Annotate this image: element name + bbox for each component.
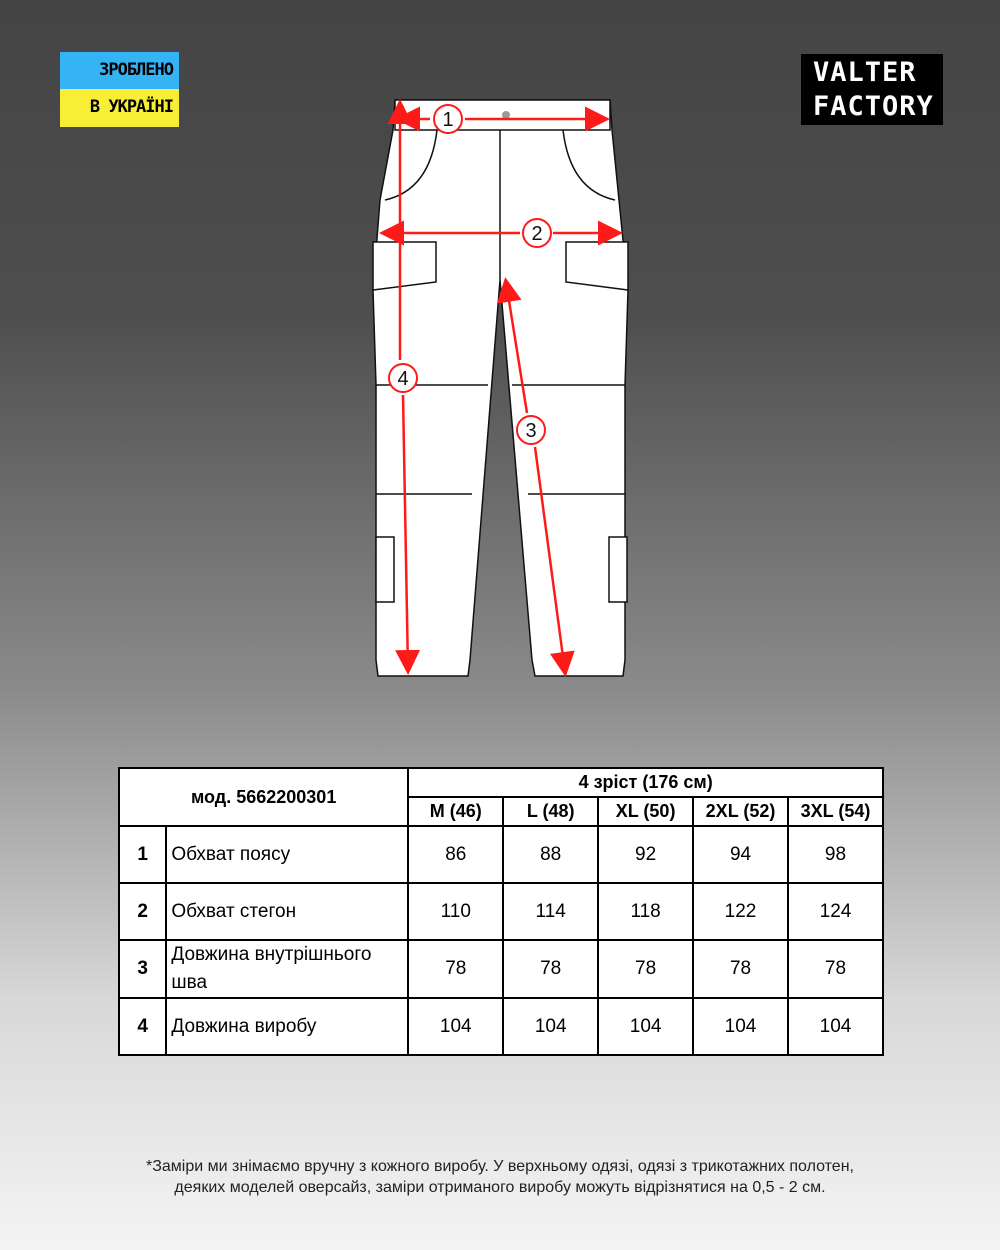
cell: 88	[503, 826, 598, 883]
cell: 78	[598, 940, 693, 998]
cell: 86	[408, 826, 503, 883]
row-label: Довжина внутрішнього шва	[166, 940, 408, 998]
cell: 78	[503, 940, 598, 998]
table-row	[119, 826, 883, 883]
cell: 98	[788, 826, 883, 883]
cell: 78	[408, 940, 503, 998]
marker-3: 3	[525, 420, 537, 442]
size-table	[118, 767, 884, 1056]
marker-2: 2	[531, 223, 543, 245]
row-number: 4	[119, 998, 166, 1055]
size-header: M (46)	[408, 797, 503, 826]
table-row	[119, 883, 883, 940]
size-header: 3XL (54)	[788, 797, 883, 826]
cell: 78	[788, 940, 883, 998]
cell: 104	[408, 998, 503, 1055]
model-number: мод. 5662200301	[119, 768, 408, 826]
measurement-note	[0, 1156, 1000, 1198]
row-label: Довжина виробу	[166, 998, 408, 1055]
badge-line2: В УКРАЇНІ	[89, 97, 173, 117]
cell: 118	[598, 883, 693, 940]
marker-4: 4	[397, 368, 409, 390]
cell: 104	[503, 998, 598, 1055]
cell: 110	[408, 883, 503, 940]
note-line2: деяких моделей оверсайз, заміри отриманого виробу можуть відрізнятися на 0,5 - 2 см.	[174, 1179, 826, 1196]
height-group: 4 зріст (176 см)	[408, 768, 883, 797]
row-label: Обхват поясу	[166, 826, 408, 883]
cell: 104	[788, 998, 883, 1055]
row-label: Обхват стегон	[166, 883, 408, 940]
size-header: 2XL (52)	[693, 797, 788, 826]
table-row	[119, 998, 883, 1055]
row-number: 1	[119, 826, 166, 883]
row-number: 3	[119, 940, 166, 998]
cell: 104	[693, 998, 788, 1055]
cell: 92	[598, 826, 693, 883]
logo-line1: VALTER	[813, 57, 917, 88]
cell: 114	[503, 883, 598, 940]
logo-line2: FACTORY	[813, 91, 934, 122]
marker-1: 1	[442, 109, 454, 131]
cell: 94	[693, 826, 788, 883]
size-header: L (48)	[503, 797, 598, 826]
cell: 122	[693, 883, 788, 940]
table-row	[119, 940, 883, 998]
note-line1: *Заміри ми знімаємо вручну з кожного виробу. У верхньому одязі, одязі з трикотажних полотен,	[146, 1158, 854, 1175]
cell: 104	[598, 998, 693, 1055]
cell: 78	[693, 940, 788, 998]
row-number: 2	[119, 883, 166, 940]
cell: 124	[788, 883, 883, 940]
badge-line1: ЗРОБЛЕНО	[99, 60, 173, 80]
size-header: XL (50)	[598, 797, 693, 826]
